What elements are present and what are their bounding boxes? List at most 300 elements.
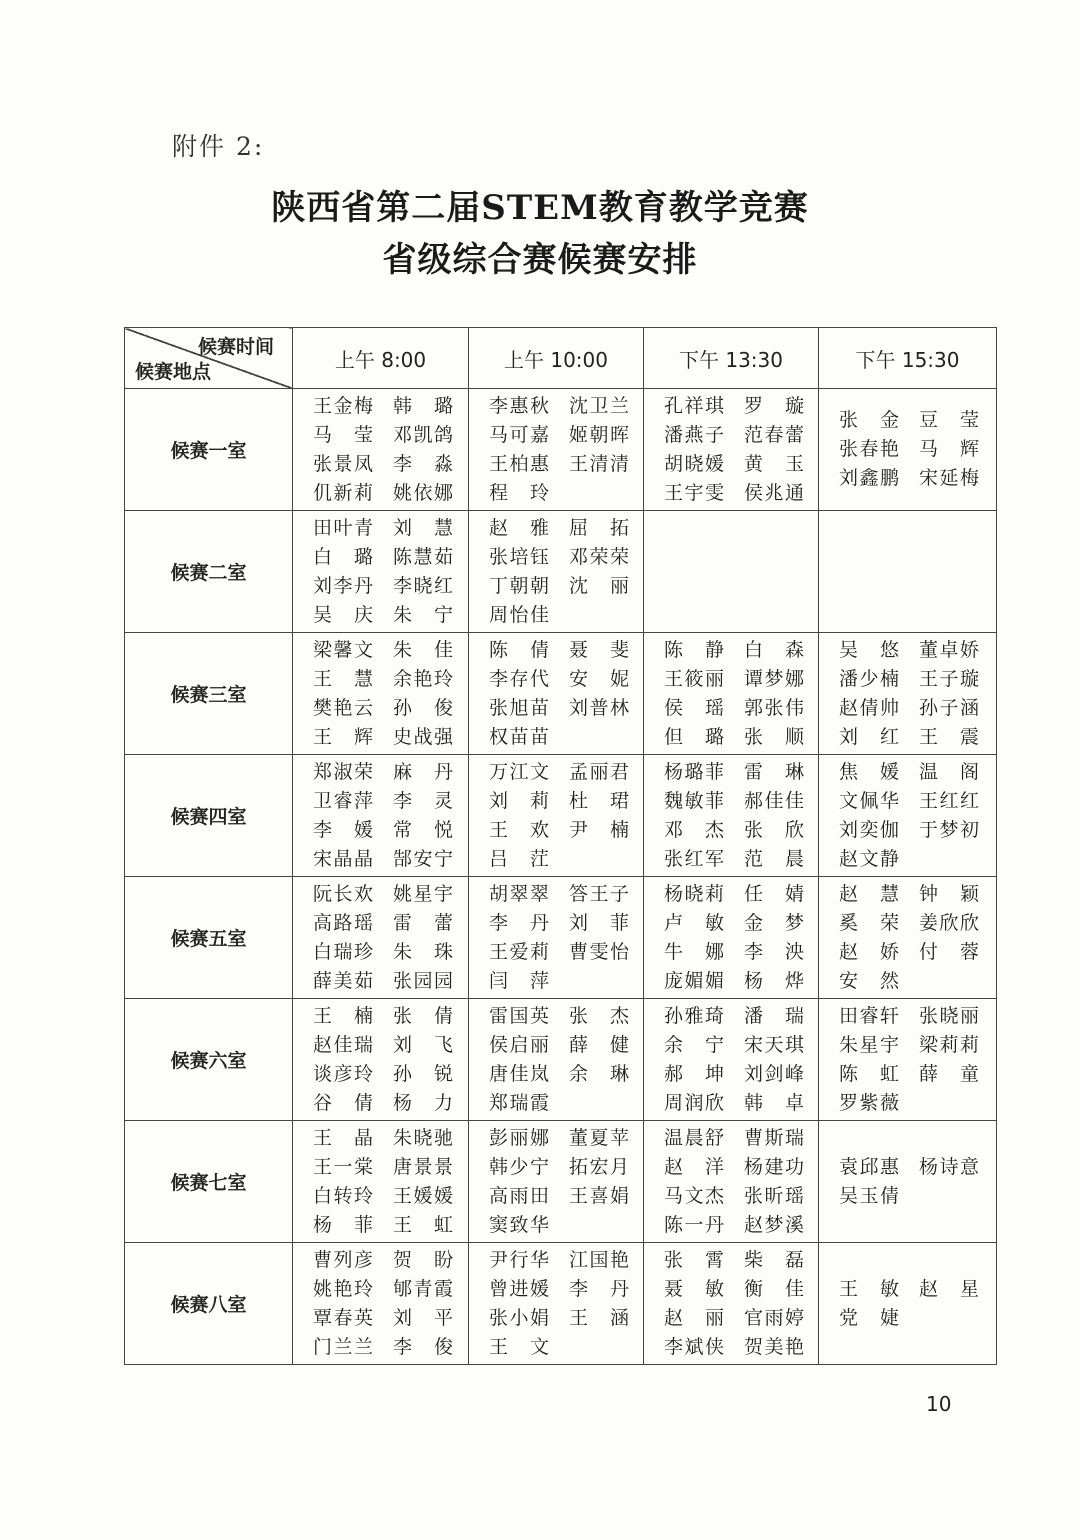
participant-name: 刘 莉 bbox=[489, 789, 549, 812]
participant-name: 张晓丽 bbox=[919, 1004, 979, 1027]
participant-name: 王宇雯 bbox=[664, 481, 724, 504]
participant-name: 董卓娇 bbox=[919, 638, 979, 661]
name-grid bbox=[469, 514, 643, 630]
participant-name: 聂 斐 bbox=[569, 638, 629, 661]
header-corner-time: 候赛时间 bbox=[197, 336, 274, 358]
participant-name: 陈慧茹 bbox=[393, 545, 453, 568]
participant-name: 但 璐 bbox=[664, 725, 724, 748]
slot-cell bbox=[469, 389, 644, 511]
slot-cell bbox=[293, 1243, 469, 1365]
page-number: 10 bbox=[926, 1392, 952, 1416]
participant-name: 韩少宁 bbox=[489, 1155, 549, 1178]
participant-name: 王 敏 bbox=[839, 1277, 899, 1300]
participant-name: 王一棠 bbox=[313, 1155, 373, 1178]
room-row bbox=[125, 999, 997, 1121]
participant-name: 余艳玲 bbox=[393, 667, 453, 690]
participant-name: 柴 磊 bbox=[744, 1248, 804, 1271]
header-corner-location: 候赛地点 bbox=[135, 361, 212, 383]
room-name: 候赛七室 bbox=[125, 1121, 293, 1243]
participant-name: 杨 菲 bbox=[313, 1213, 373, 1236]
participant-name: 王 欢 bbox=[489, 818, 549, 841]
participant-name: 侯启丽 bbox=[489, 1033, 549, 1056]
participant-name: 贺美艳 bbox=[744, 1335, 804, 1358]
participant-name: 赵倩帅 bbox=[839, 696, 899, 719]
participant-name: 王红红 bbox=[919, 789, 979, 812]
name-grid bbox=[644, 758, 818, 874]
participant-name: 赵 雅 bbox=[489, 516, 549, 539]
participant-name: 丁朝朝 bbox=[489, 574, 549, 597]
participant-name: 胡翠翠 bbox=[489, 882, 549, 905]
participant-name: 金 梦 bbox=[744, 911, 804, 934]
participant-name: 梁莉莉 bbox=[919, 1033, 979, 1056]
participant-name: 李 灵 bbox=[393, 789, 453, 812]
participant-name: 李惠秋 bbox=[489, 394, 549, 417]
participant-name: 薛 童 bbox=[919, 1062, 979, 1085]
slot-cell bbox=[644, 511, 819, 633]
name-grid bbox=[819, 1002, 996, 1118]
participant-name: 白 璐 bbox=[313, 545, 373, 568]
slot-cell bbox=[644, 877, 819, 999]
header-corner-cell bbox=[125, 328, 293, 389]
participant-name: 奚 荣 bbox=[839, 911, 899, 934]
participant-name: 白 森 bbox=[744, 638, 804, 661]
slot-cell bbox=[469, 877, 644, 999]
participant-name: 于梦初 bbox=[919, 818, 979, 841]
participant-name: 张景凤 bbox=[313, 452, 373, 475]
participant-name: 史战强 bbox=[393, 725, 453, 748]
participant-name: 张红军 bbox=[664, 847, 724, 870]
name-grid bbox=[469, 636, 643, 752]
slot-cell bbox=[469, 1243, 644, 1365]
participant-name: 曹斯瑞 bbox=[744, 1126, 804, 1149]
participant-name: 焦 媛 bbox=[839, 760, 899, 783]
participant-name: 卫睿萍 bbox=[313, 789, 373, 812]
slot-cell bbox=[469, 755, 644, 877]
slot-cell bbox=[819, 511, 997, 633]
participant-name: 赵 丽 bbox=[664, 1306, 724, 1329]
name-grid bbox=[293, 1124, 468, 1240]
participant-name: 万江文 bbox=[489, 760, 549, 783]
participant-name: 赵梦溪 bbox=[744, 1213, 804, 1236]
slot-cell bbox=[293, 1121, 469, 1243]
participant-name: 张 杰 bbox=[569, 1004, 629, 1027]
participant-name: 郝佳佳 bbox=[744, 789, 804, 812]
participant-name: 杨 力 bbox=[393, 1091, 453, 1114]
participant-name: 杨 烨 bbox=[744, 969, 804, 992]
participant-name: 张 欣 bbox=[744, 818, 804, 841]
name-grid bbox=[469, 392, 643, 508]
room-name: 候赛八室 bbox=[125, 1243, 293, 1365]
name-grid bbox=[293, 636, 468, 752]
participant-name: 谷 倩 bbox=[313, 1091, 373, 1114]
slot-cell bbox=[469, 999, 644, 1121]
participant-name: 张培钰 bbox=[489, 545, 549, 568]
participant-name: 朱晓驰 bbox=[393, 1126, 453, 1149]
participant-name: 吴 庆 bbox=[313, 603, 373, 626]
room-row bbox=[125, 633, 997, 755]
participant-name: 答王子 bbox=[569, 882, 629, 905]
header-time-2: 上午 10:00 bbox=[469, 328, 644, 389]
slot-cell bbox=[293, 877, 469, 999]
participant-name: 宋天琪 bbox=[744, 1033, 804, 1056]
participant-name: 董夏苹 bbox=[569, 1126, 629, 1149]
participant-name: 刘普林 bbox=[569, 696, 629, 719]
participant-name: 江国艳 bbox=[569, 1248, 629, 1271]
participant-name: 陈 虹 bbox=[839, 1062, 899, 1085]
participant-name: 赵 洋 bbox=[664, 1155, 724, 1178]
participant-name: 曹雯怡 bbox=[569, 940, 629, 963]
participant-name: 任 婧 bbox=[744, 882, 804, 905]
participant-name: 仉新莉 bbox=[313, 481, 373, 504]
participant-name: 谭梦娜 bbox=[744, 667, 804, 690]
participant-name: 侯兆通 bbox=[744, 481, 804, 504]
name-grid bbox=[819, 880, 996, 996]
room-name: 候赛一室 bbox=[125, 389, 293, 511]
participant-name: 潘燕子 bbox=[664, 423, 724, 446]
participant-name: 杨璐菲 bbox=[664, 760, 724, 783]
participant-name: 王 震 bbox=[919, 725, 979, 748]
participant-name: 王爱莉 bbox=[489, 940, 549, 963]
participant-name: 李 泱 bbox=[744, 940, 804, 963]
participant-name: 杨诗意 bbox=[919, 1155, 979, 1178]
participant-name: 衡 佳 bbox=[744, 1277, 804, 1300]
schedule-table bbox=[124, 327, 997, 1365]
room-row bbox=[125, 877, 997, 999]
name-grid bbox=[819, 758, 996, 874]
participant-name: 黄 玉 bbox=[744, 452, 804, 475]
participant-name: 张旭苗 bbox=[489, 696, 549, 719]
participant-name: 张园园 bbox=[393, 969, 453, 992]
participant-name: 吕 茳 bbox=[489, 847, 549, 870]
participant-name: 王柏惠 bbox=[489, 452, 549, 475]
slot-cell bbox=[293, 755, 469, 877]
participant-name: 姬朝晖 bbox=[569, 423, 629, 446]
participant-name: 卢 敏 bbox=[664, 911, 724, 934]
participant-name: 王 涵 bbox=[569, 1306, 629, 1329]
participant-name: 张 霄 bbox=[664, 1248, 724, 1271]
participant-name: 刘剑峰 bbox=[744, 1062, 804, 1085]
participant-name: 余 宁 bbox=[664, 1033, 724, 1056]
participant-name: 拓宏月 bbox=[569, 1155, 629, 1178]
name-grid bbox=[819, 1153, 996, 1211]
participant-name: 罗紫薇 bbox=[839, 1091, 899, 1114]
participant-name: 孙子涵 bbox=[919, 696, 979, 719]
participant-name: 刘 红 bbox=[839, 725, 899, 748]
participant-name: 刘 菲 bbox=[569, 911, 629, 934]
participant-name: 罗 璇 bbox=[744, 394, 804, 417]
participant-name: 赵 星 bbox=[919, 1277, 979, 1300]
participant-name: 王 文 bbox=[489, 1335, 549, 1358]
participant-name: 刘 飞 bbox=[393, 1033, 453, 1056]
slot-cell bbox=[819, 633, 997, 755]
slot-cell bbox=[293, 389, 469, 511]
participant-name: 常 悦 bbox=[393, 818, 453, 841]
participant-name: 温 阁 bbox=[919, 760, 979, 783]
attachment-label: 附件 2: bbox=[172, 132, 265, 161]
participant-name: 安 妮 bbox=[569, 667, 629, 690]
participant-name: 邓荣荣 bbox=[569, 545, 629, 568]
participant-name: 张 倩 bbox=[393, 1004, 453, 1027]
participant-name: 田叶青 bbox=[313, 516, 373, 539]
slot-cell bbox=[293, 633, 469, 755]
participant-name: 门兰兰 bbox=[313, 1335, 373, 1358]
slot-cell bbox=[469, 511, 644, 633]
participant-name: 王金梅 bbox=[313, 394, 373, 417]
participant-name: 官雨婷 bbox=[744, 1306, 804, 1329]
participant-name: 王 慧 bbox=[313, 667, 373, 690]
slot-cell bbox=[819, 1243, 997, 1365]
participant-name: 朱星宇 bbox=[839, 1033, 899, 1056]
name-grid bbox=[469, 758, 643, 874]
participant-name: 贺 盼 bbox=[393, 1248, 453, 1271]
slot-cell bbox=[469, 1121, 644, 1243]
name-grid bbox=[644, 392, 818, 508]
slot-cell bbox=[644, 999, 819, 1121]
participant-name: 温晨舒 bbox=[664, 1126, 724, 1149]
name-grid bbox=[819, 1275, 996, 1333]
name-grid bbox=[644, 880, 818, 996]
participant-name: 陈 静 bbox=[664, 638, 724, 661]
participant-name: 王子璇 bbox=[919, 667, 979, 690]
participant-name: 阮长欢 bbox=[313, 882, 373, 905]
participant-name: 曾进媛 bbox=[489, 1277, 549, 1300]
participant-name: 党 婕 bbox=[839, 1306, 899, 1329]
participant-name: 王 虹 bbox=[393, 1213, 453, 1236]
name-grid bbox=[644, 1002, 818, 1118]
name-grid bbox=[819, 636, 996, 752]
participant-name: 范春蕾 bbox=[744, 423, 804, 446]
participant-name: 唐佳岚 bbox=[489, 1062, 549, 1085]
room-row bbox=[125, 1121, 997, 1243]
name-grid bbox=[644, 636, 818, 752]
participant-name: 梁馨文 bbox=[313, 638, 373, 661]
header-time-3: 下午 13:30 bbox=[644, 328, 819, 389]
name-grid bbox=[293, 1002, 468, 1118]
participant-name: 赵 娇 bbox=[839, 940, 899, 963]
participant-name: 王 辉 bbox=[313, 725, 373, 748]
name-grid bbox=[293, 758, 468, 874]
participant-name: 沈卫兰 bbox=[569, 394, 629, 417]
participant-name: 屈 拓 bbox=[569, 516, 629, 539]
participant-name: 李斌侠 bbox=[664, 1335, 724, 1358]
participant-name: 赵 慧 bbox=[839, 882, 899, 905]
header-time-4: 下午 15:30 bbox=[819, 328, 997, 389]
participant-name: 雷 琳 bbox=[744, 760, 804, 783]
participant-name: 刘鑫鹏 bbox=[839, 467, 899, 489]
participant-name: 潘少楠 bbox=[839, 667, 899, 690]
participant-name: 王媛媛 bbox=[393, 1184, 453, 1207]
participant-name: 吴玉倩 bbox=[839, 1184, 899, 1207]
participant-name: 尹行华 bbox=[489, 1248, 549, 1271]
participant-name: 庞媚媚 bbox=[664, 969, 724, 992]
participant-name: 杨建功 bbox=[744, 1155, 804, 1178]
participant-name: 王喜娟 bbox=[569, 1184, 629, 1207]
room-row bbox=[125, 511, 997, 633]
participant-name: 王 晶 bbox=[313, 1126, 373, 1149]
participant-name: 潘 瑞 bbox=[744, 1004, 804, 1027]
participant-name: 周润欣 bbox=[664, 1091, 724, 1114]
participant-name: 朱 宁 bbox=[393, 603, 453, 626]
room-row bbox=[125, 1243, 997, 1365]
participant-name: 李 丹 bbox=[489, 911, 549, 934]
participant-name: 宋延梅 bbox=[919, 467, 979, 489]
participant-name: 姚依娜 bbox=[393, 481, 453, 504]
slot-cell bbox=[469, 633, 644, 755]
room-name: 候赛三室 bbox=[125, 633, 293, 755]
participant-name: 陈 倩 bbox=[489, 638, 549, 661]
participant-name: 郑淑荣 bbox=[313, 760, 373, 783]
participant-name: 侯 瑶 bbox=[664, 696, 724, 719]
participant-name: 李 淼 bbox=[393, 452, 453, 475]
participant-name: 刘 慧 bbox=[393, 516, 453, 539]
participant-name: 郇青霞 bbox=[393, 1277, 453, 1300]
slot-cell bbox=[644, 633, 819, 755]
participant-name: 孙雅琦 bbox=[664, 1004, 724, 1027]
participant-name: 李 丹 bbox=[569, 1277, 629, 1300]
participant-name: 王 楠 bbox=[313, 1004, 373, 1027]
participant-name: 陈一丹 bbox=[664, 1213, 724, 1236]
slot-cell bbox=[819, 389, 997, 511]
participant-name: 窦致华 bbox=[489, 1213, 549, 1236]
participant-name: 孙 锐 bbox=[393, 1062, 453, 1085]
participant-name: 张昕瑶 bbox=[744, 1184, 804, 1207]
participant-name: 孙 俊 bbox=[393, 696, 453, 719]
participant-name: 覃春英 bbox=[313, 1306, 373, 1329]
participant-name: 赵佳瑞 bbox=[313, 1033, 373, 1056]
participant-name: 张春艳 bbox=[839, 438, 899, 460]
participant-name: 高路瑶 bbox=[313, 911, 373, 934]
participant-name: 文佩华 bbox=[839, 789, 899, 812]
participant-name: 田睿轩 bbox=[839, 1004, 899, 1027]
participant-name: 姚艳玲 bbox=[313, 1277, 373, 1300]
participant-name: 朱 佳 bbox=[393, 638, 453, 661]
participant-name: 张小娟 bbox=[489, 1306, 549, 1329]
participant-name: 樊艳云 bbox=[313, 696, 373, 719]
participant-name: 刘奕伽 bbox=[839, 818, 899, 841]
participant-name: 刘李丹 bbox=[313, 574, 373, 597]
participant-name: 周怡佳 bbox=[489, 603, 549, 626]
participant-name: 沈 丽 bbox=[569, 574, 629, 597]
name-grid bbox=[644, 1124, 818, 1240]
participant-name: 马可嘉 bbox=[489, 423, 549, 446]
participant-name: 白瑞珍 bbox=[313, 940, 373, 963]
participant-name: 李 俊 bbox=[393, 1335, 453, 1358]
participant-name: 唐景景 bbox=[393, 1155, 453, 1178]
participant-name: 牛 娜 bbox=[664, 940, 724, 963]
participant-name: 孟丽君 bbox=[569, 760, 629, 783]
slot-cell bbox=[293, 999, 469, 1121]
slot-cell bbox=[819, 755, 997, 877]
participant-name: 杨晓莉 bbox=[664, 882, 724, 905]
participant-name: 白转玲 bbox=[313, 1184, 373, 1207]
participant-name: 张 金 bbox=[839, 409, 899, 431]
participant-name: 韩 璐 bbox=[393, 394, 453, 417]
participant-name: 邓 杰 bbox=[664, 818, 724, 841]
document-title-line1: 陕西省第二届STEM教育教学竞赛 bbox=[271, 188, 809, 228]
name-grid bbox=[293, 392, 468, 508]
slot-cell bbox=[819, 877, 997, 999]
participant-name: 姚星宇 bbox=[393, 882, 453, 905]
participant-name: 袁邱惠 bbox=[839, 1155, 899, 1178]
participant-name: 余 琳 bbox=[569, 1062, 629, 1085]
participant-name: 李晓红 bbox=[393, 574, 453, 597]
participant-name: 范 晨 bbox=[744, 847, 804, 870]
participant-name: 杜 珺 bbox=[569, 789, 629, 812]
participant-name: 麻 丹 bbox=[393, 760, 453, 783]
room-row bbox=[125, 389, 997, 511]
participant-name: 聂 敏 bbox=[664, 1277, 724, 1300]
participant-name: 李 媛 bbox=[313, 818, 373, 841]
participant-name: 马 莹 bbox=[313, 423, 373, 446]
slot-cell bbox=[644, 1121, 819, 1243]
participant-name: 魏敏菲 bbox=[664, 789, 724, 812]
name-grid bbox=[469, 1246, 643, 1362]
participant-name: 程 玲 bbox=[489, 481, 549, 504]
participant-name: 曹列彦 bbox=[313, 1248, 373, 1271]
participant-name: 郜安宁 bbox=[393, 847, 453, 870]
participant-name: 胡晓媛 bbox=[664, 452, 724, 475]
name-grid bbox=[469, 1124, 643, 1240]
participant-name: 李存代 bbox=[489, 667, 549, 690]
room-name: 候赛二室 bbox=[125, 511, 293, 633]
participant-name: 郭张伟 bbox=[744, 696, 804, 719]
participant-name: 宋晶晶 bbox=[313, 847, 373, 870]
participant-name: 郝 坤 bbox=[664, 1062, 724, 1085]
participant-name: 孔祥琪 bbox=[664, 394, 724, 417]
participant-name: 雷 蕾 bbox=[393, 911, 453, 934]
name-grid bbox=[293, 514, 468, 630]
participant-name: 高雨田 bbox=[489, 1184, 549, 1207]
participant-name: 张 顺 bbox=[744, 725, 804, 748]
participant-name: 付 蓉 bbox=[919, 940, 979, 963]
slot-cell bbox=[644, 755, 819, 877]
name-grid bbox=[644, 1246, 818, 1362]
name-grid bbox=[469, 880, 643, 996]
participant-name: 尹 楠 bbox=[569, 818, 629, 841]
room-name: 候赛六室 bbox=[125, 999, 293, 1121]
name-grid bbox=[293, 1246, 468, 1362]
document-title-line2: 省级综合赛候赛安排 bbox=[382, 240, 698, 280]
participant-name: 马文杰 bbox=[664, 1184, 724, 1207]
name-grid bbox=[469, 1002, 643, 1118]
participant-name: 权苗苗 bbox=[489, 725, 549, 748]
participant-name: 姜欣欣 bbox=[919, 911, 979, 934]
participant-name: 郑瑞霞 bbox=[489, 1091, 549, 1114]
participant-name: 安 然 bbox=[839, 969, 899, 992]
participant-name: 朱 珠 bbox=[393, 940, 453, 963]
participant-name: 王清清 bbox=[569, 452, 629, 475]
table-header-row bbox=[125, 328, 997, 389]
name-grid bbox=[293, 880, 468, 996]
participant-name: 马 辉 bbox=[919, 438, 979, 460]
room-name: 候赛四室 bbox=[125, 755, 293, 877]
participant-name: 韩 卓 bbox=[744, 1091, 804, 1114]
room-name: 候赛五室 bbox=[125, 877, 293, 999]
participant-name: 豆 莹 bbox=[919, 409, 979, 431]
participant-name: 薛美茹 bbox=[313, 969, 373, 992]
slot-cell bbox=[819, 1121, 997, 1243]
participant-name: 吴 悠 bbox=[839, 638, 899, 661]
participant-name: 彭丽娜 bbox=[489, 1126, 549, 1149]
participant-name: 刘 平 bbox=[393, 1306, 453, 1329]
participant-name: 赵文静 bbox=[839, 847, 899, 870]
name-grid bbox=[819, 406, 996, 493]
participant-name: 谈彦玲 bbox=[313, 1062, 373, 1085]
participant-name: 邓凯鸽 bbox=[393, 423, 453, 446]
room-row bbox=[125, 755, 997, 877]
slot-cell bbox=[819, 999, 997, 1121]
participant-name: 雷国英 bbox=[489, 1004, 549, 1027]
